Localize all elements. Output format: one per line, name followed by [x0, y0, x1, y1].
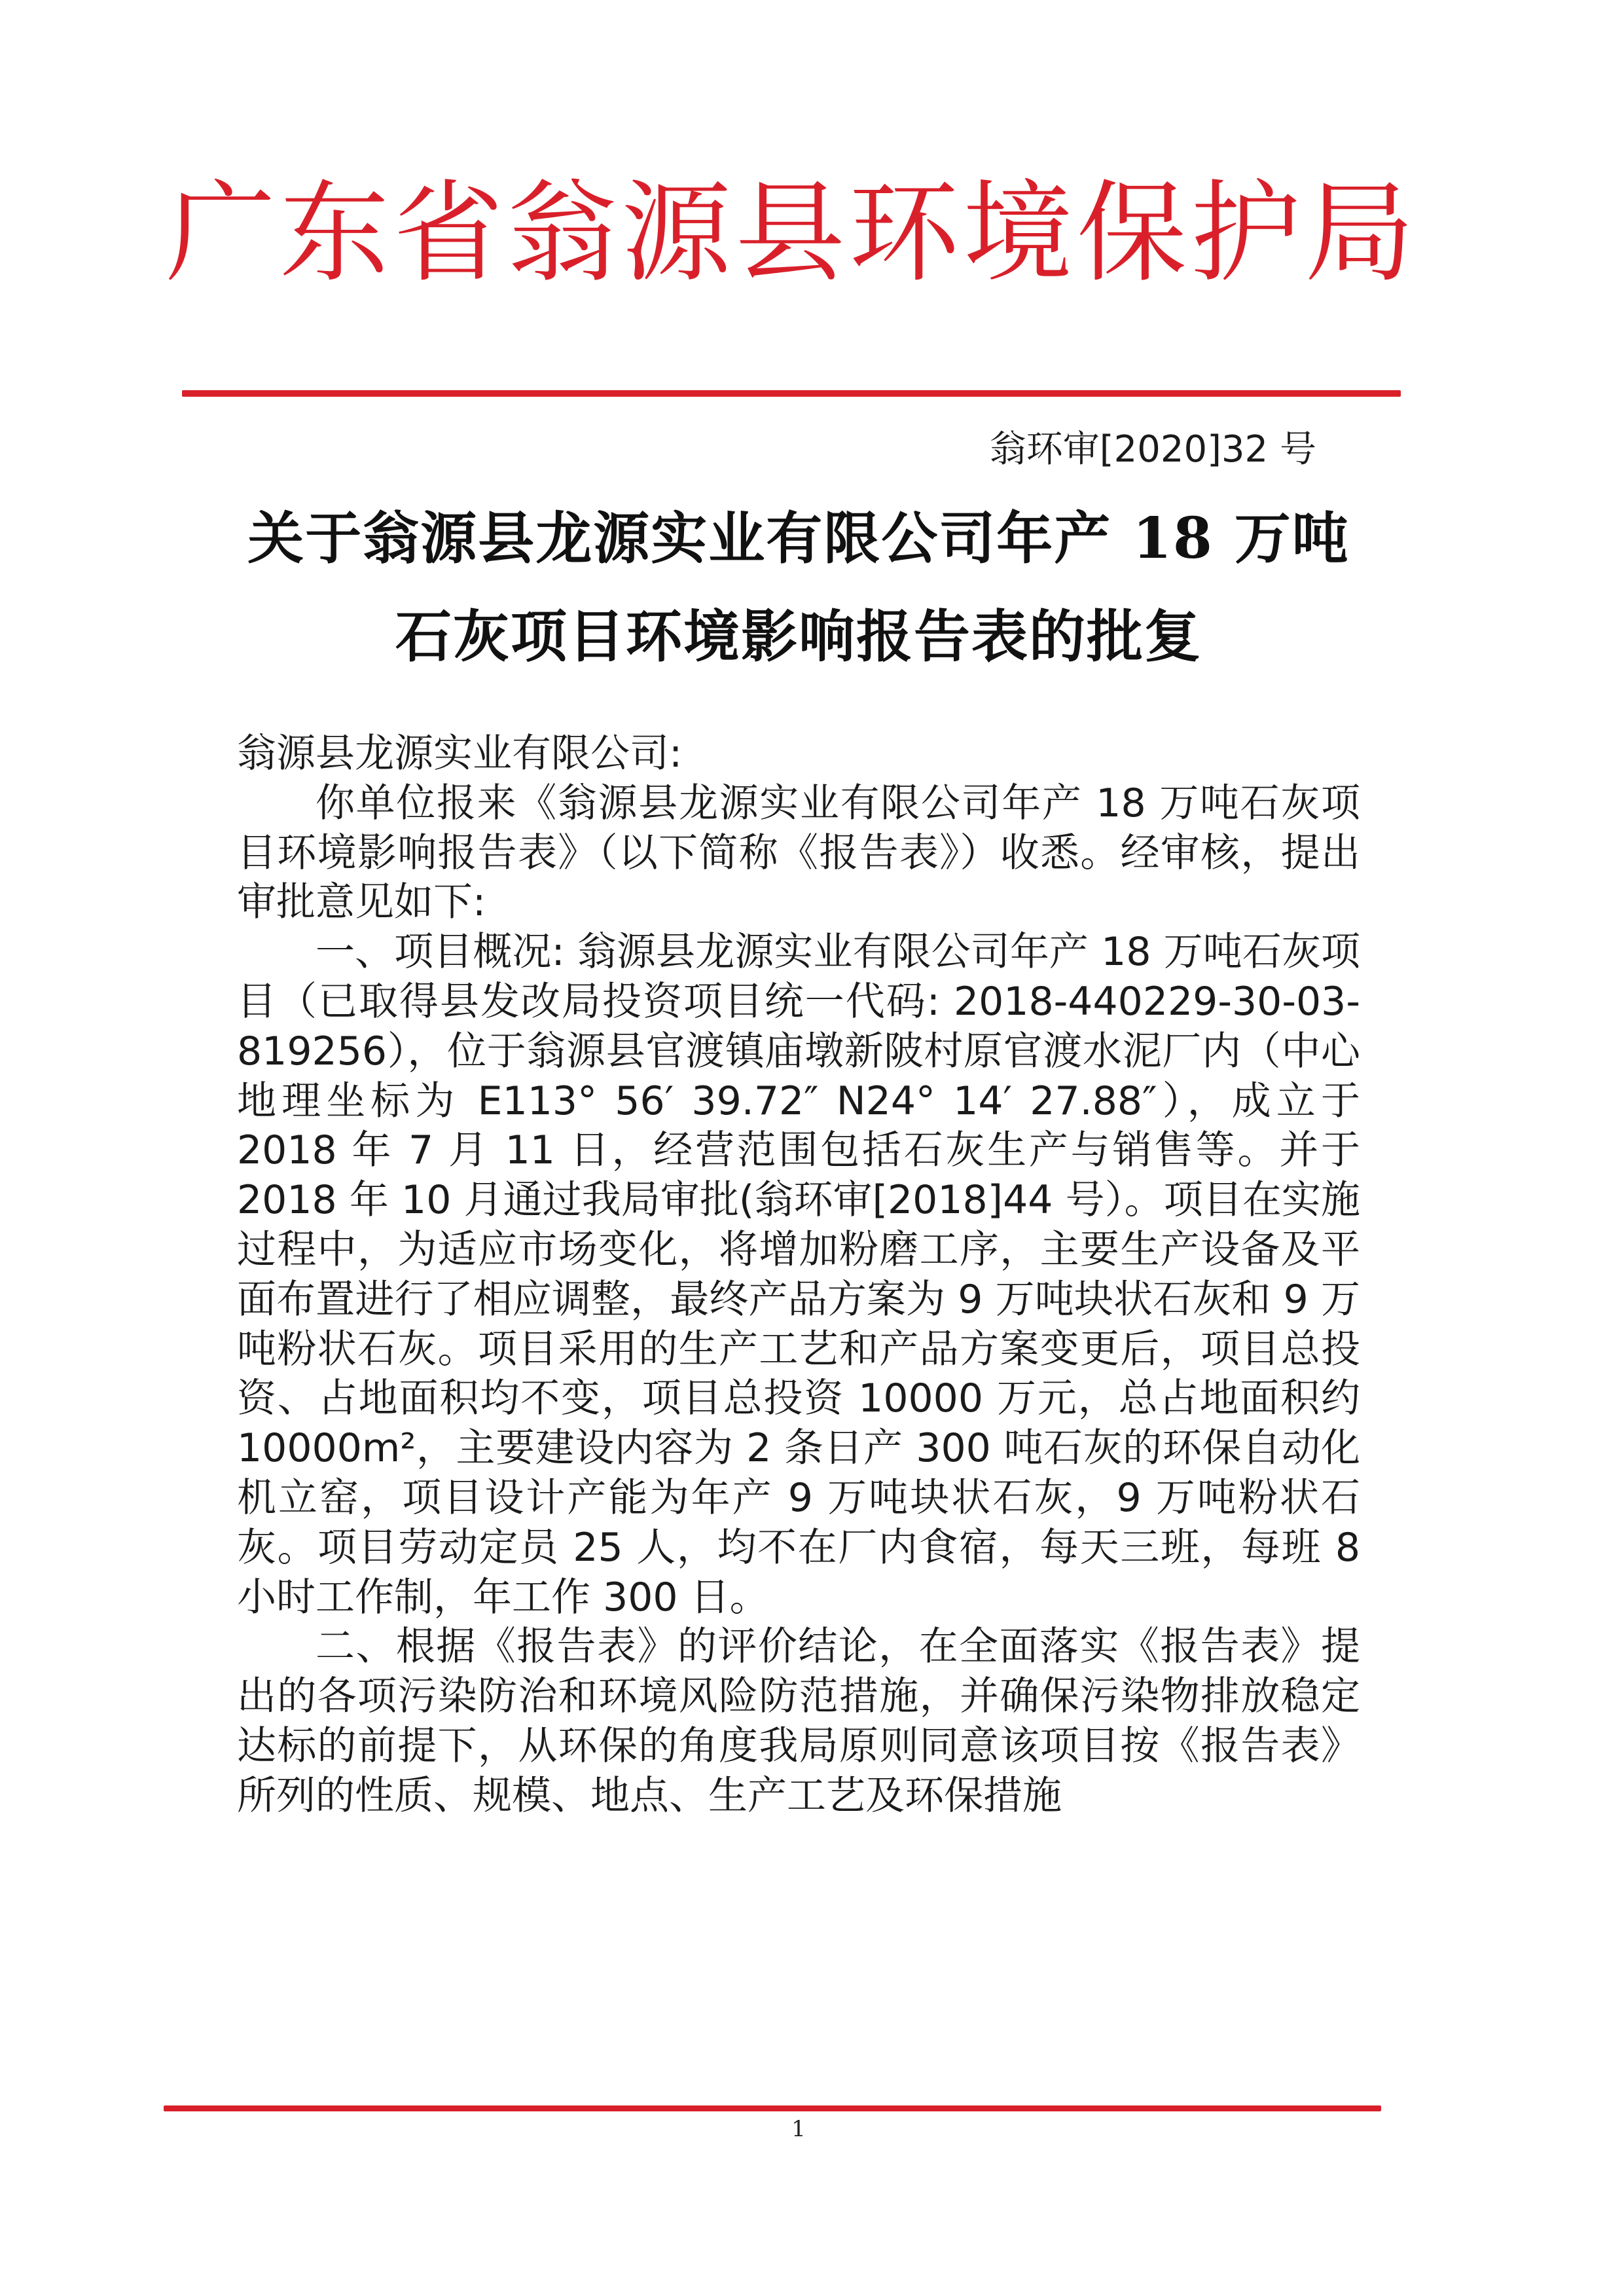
document-title — [216, 490, 1381, 686]
paragraph-approval-opinion: 二、根据《报告表》的评价结论，在全面落实《报告表》提出的各项污染防治和环境风险防范措施，并确保污染物排放稳定达标的前提下，从环保的角度我局原则同意该项目按《报告表》所列的性质、规模、地点、生产工艺及环保措施 — [237, 1624, 1360, 1819]
document-number: 翁环审[2020]32 号 — [989, 428, 1316, 471]
page-number: 1 — [791, 2116, 806, 2142]
paragraph-project-overview: 一、项目概况: 翁源县龙源实业有限公司年产 18 万吨石灰项目（已取得县发改局投资项目统一代码: 2018-440229-30-03-819256），位于翁源县官渡镇庙墩新陂村原官渡水泥厂内（中心地理坐标为 E113° 56′ 39.72″ N24° 14′ 27.88″），成立于 2018 年 7 月 11 日，经营范围包括石灰生产与销售等。并于 2018 年 10 月通过我局审批(翁环审[2018]44 号）。项目在实施过程中，为适应市场变化，将增加粉磨工序，主要生产设备及平面布置进行了相应调整，最终产品方案为 9 万吨块状石灰和 9 万吨粉状石灰。项目采用的生产工艺和产品方案变更后，项目总投资、占地面积均不变，项目总投资 10000 万元，总占地面积约 10000m²，主要建设内容为 2 条日产 300 吨石灰的环保自动化机立窑，项目设计产能为年产 9 万吨块状石灰，9 万吨粉状石灰。项目劳动定员 25 人，均不在厂内食宿，每天三班，每班 8 小时工作制，年工作 300 日。 — [237, 929, 1360, 1620]
red-divider-bottom — [164, 2105, 1381, 2111]
document-title-line-1: 关于翁源县龙源实业有限公司年产 18 万吨 — [247, 505, 1350, 572]
document-title-line-2: 石灰项目环境影响报告表的批复 — [395, 604, 1202, 670]
agency-title: 广东省翁源县环境保护局 — [166, 169, 1418, 297]
paragraph-intro: 你单位报来《翁源县龙源实业有限公司年产 18 万吨石灰项目环境影响报告表》（以下简称《报告表》）收悉。经审核，提出审批意见如下: — [237, 780, 1360, 926]
salutation: 翁源县龙源实业有限公司: — [237, 731, 683, 776]
document-body — [237, 729, 1360, 1821]
red-divider-top — [182, 390, 1401, 397]
